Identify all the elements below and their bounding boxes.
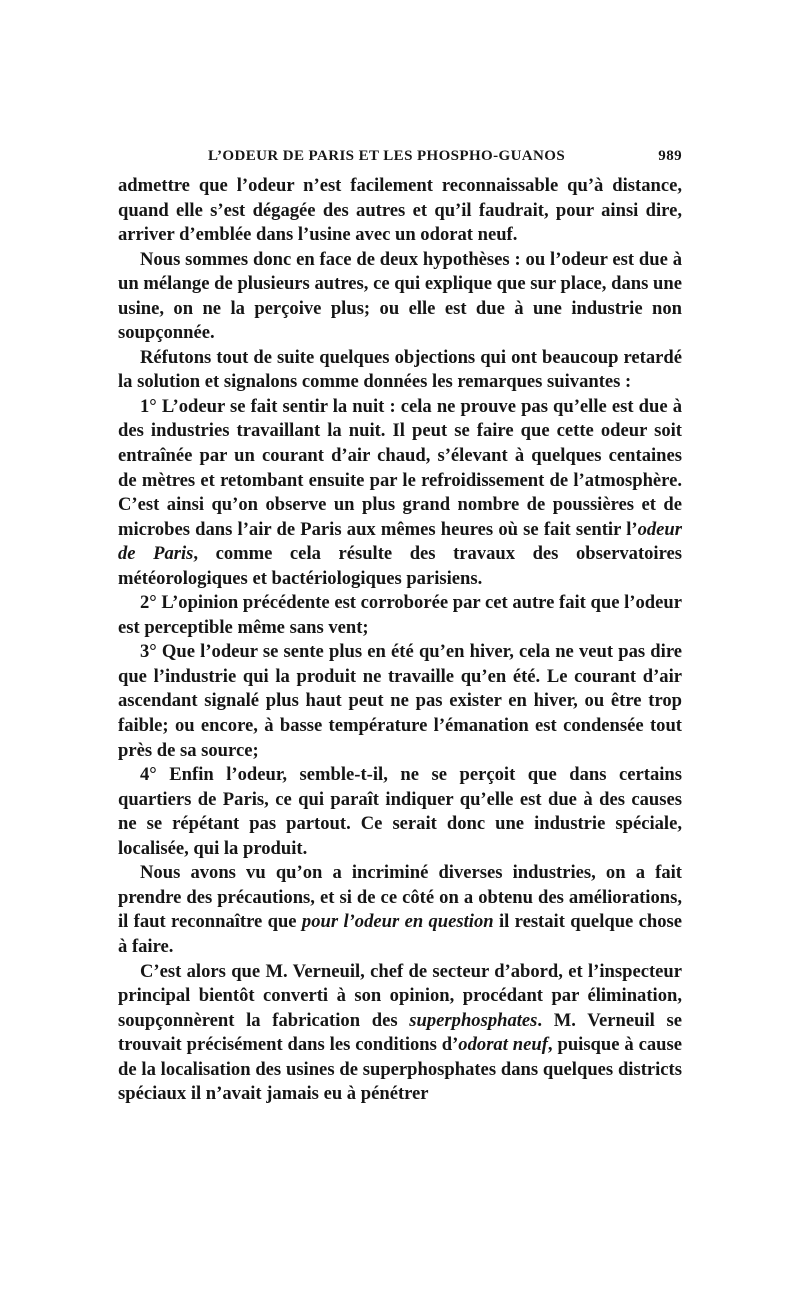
paragraph-text: 4° Enfin l’odeur, semble-t-il, ne se perçoit que dans certains quartiers de Paris, ce qui paraît indiquer qu’elle est due à des causes ne se répétant pas partout. Ce serait donc une industrie spéciale, localisée, qui la produit. [118,764,682,859]
running-header [118,148,682,174]
paragraph-text: 1° L’odeur se fait sentir la nuit : cela ne prouve pas qu’elle est due à des industries travaillant la nuit. Il peut se faire que cette odeur soit entraînée par un courant d’air chaud, s’élevant à quelques centaines de mètres et retombant ensuite par le refroidissement de l’atmosphère. C’est ainsi qu’on observe un plus grand nombre de poussières et de microbes dans l’air de Paris aux mêmes heures où se fait sentir l’ [118,395,682,540]
paragraph-text: 2° L’opinion précédente est corroborée par cet autre fait que l’odeur est perceptible même sans vent; [118,592,682,638]
paragraph [118,174,682,248]
paragraph-text: Nous sommes donc en face de deux hypothèses : ou l’odeur est due à un mélange de plusieurs autres, ce qui explique que sur place, dans une usine, on ne la perçoive plus; ou elle est due à une industrie non soupçonnée. [118,248,682,344]
italic-text: pour l’odeur en question [301,911,494,933]
book-page [118,148,682,1107]
paragraph-text: admettre que l’odeur n’est facilement reconnaissable qu’à distance, quand elle s’est dégagée des autres et qu’il faudrait, pour ainsi dire, arriver d’emblée dans l’usine avec un odorat neuf. [118,175,682,246]
paragraph-text: Nous avons vu qu’on a incriminé diverses industries, on a fait prendre des précautions, et si de ce côté on a obtenu des améliorations, il faut reconnaître que [118,862,682,933]
paragraph-text: . M. Verneuil se trouvait précisément dans les conditions d’ [118,1009,682,1056]
page-number: 989 [658,148,682,164]
body-text [118,174,682,1107]
paragraph [118,591,682,640]
paragraph-text: C’est alors que M. Verneuil, chef de secteur d’abord, et l’inspecteur principal bientôt converti à son opinion, procédant par élimination, soupçonnèrent la fabrication des [118,960,682,1031]
italic-text: odorat neuf [458,1034,548,1056]
paragraph [118,763,682,861]
paragraph-text: , puisque à cause de la localisation des usines de superphosphates dans quelques districts spéciaux il n’avait jamais eu à pénétrer [118,1034,682,1105]
paragraph-text: , comme cela résulte des travaux des observatoires météorologiques et bactériologiques parisiens. [118,543,683,589]
paragraph [118,395,682,591]
italic-text: odeur de Paris [118,518,682,565]
italic-text: superphosphates [409,1009,538,1031]
paragraph [118,248,682,346]
paragraph [118,861,682,959]
paragraph [118,960,682,1107]
paragraph [118,640,682,763]
paragraph-text: 3° Que l’odeur se sente plus en été qu’en hiver, cela ne veut pas dire que l’industrie qui la produit ne travaille qu’en été. Le courant d’air ascendant signalé plus haut peut ne pas exister en hiver, ou être trop faible; ou encore, à basse température l’émanation est condensée tout près de sa source; [118,641,682,761]
running-title: L’ODEUR DE PARIS ET LES PHOSPHO-GUANOS [208,148,566,164]
paragraph-text: il restait quelque chose à faire. [118,911,683,957]
paragraph [118,346,682,395]
paragraph-text: Réfutons tout de suite quelques objections qui ont beaucoup retardé la solution et signalons comme données les remarques suivantes : [118,346,682,393]
